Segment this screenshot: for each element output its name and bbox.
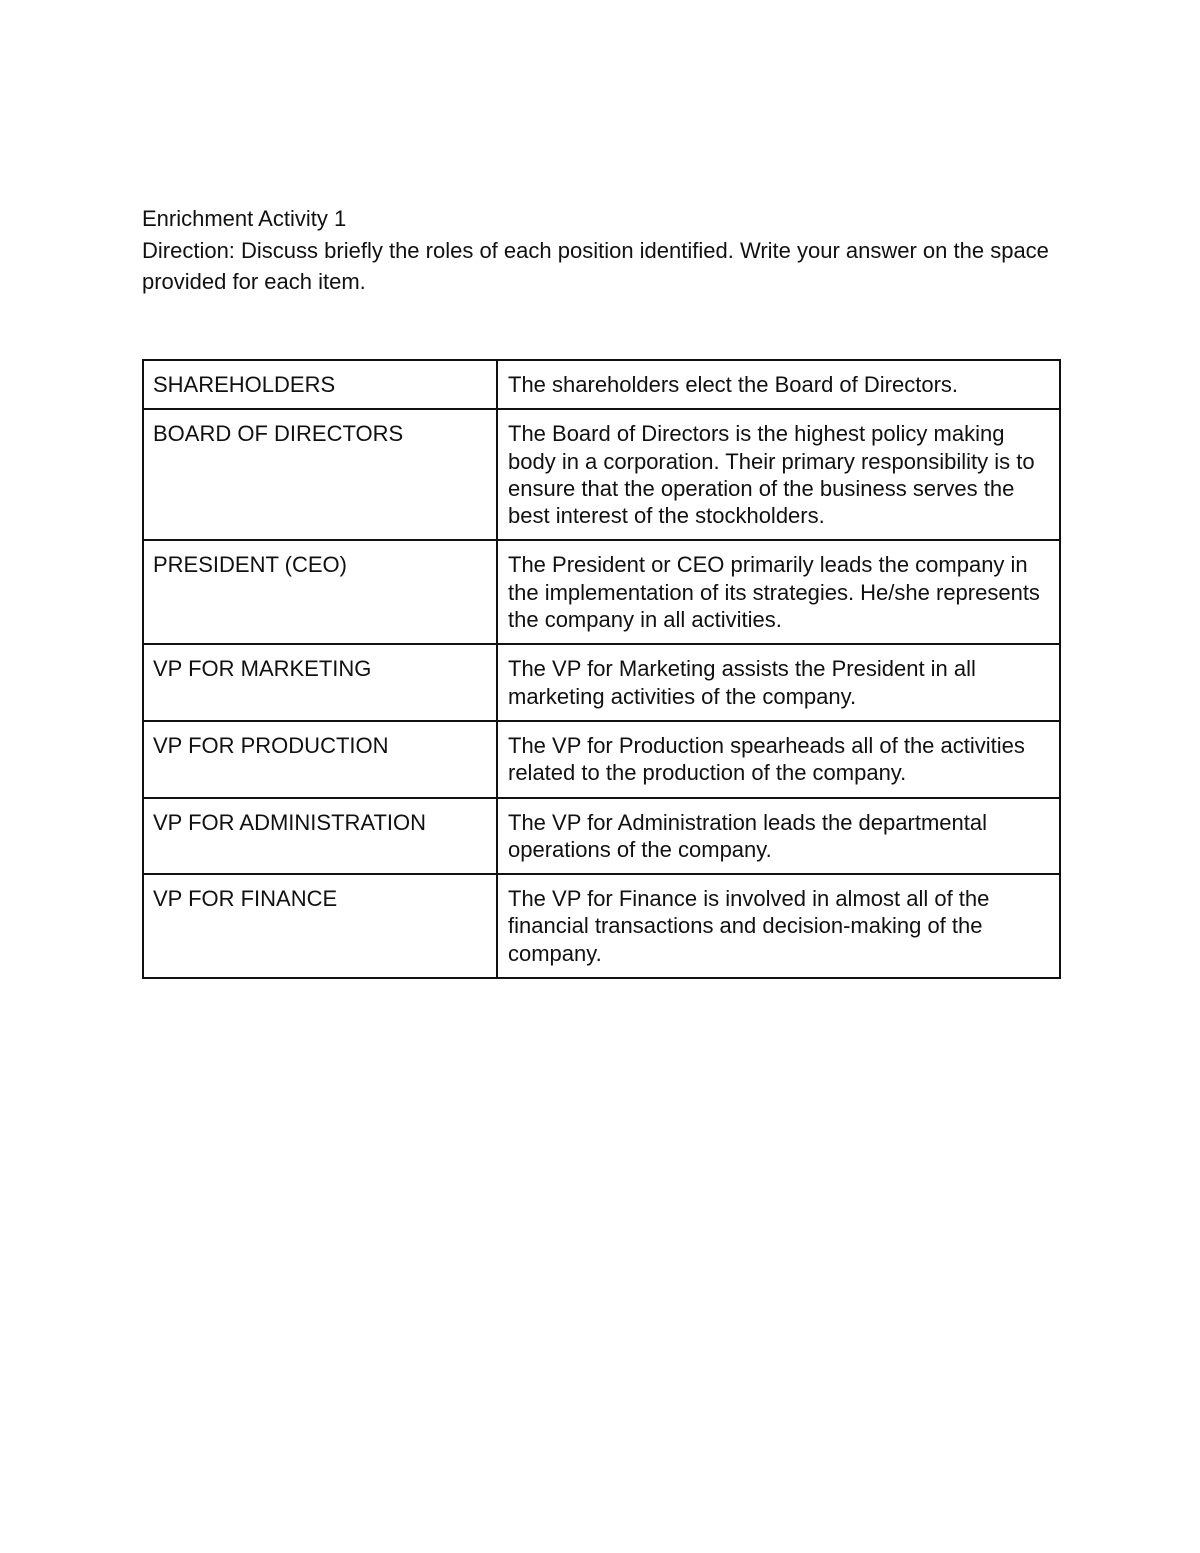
table-row	[143, 874, 1060, 978]
role-cell: The VP for Finance is involved in almost all of the financial transactions and decision-making of the company.	[497, 874, 1060, 978]
position-cell: VP FOR ADMINISTRATION	[143, 798, 497, 875]
position-cell: VP FOR FINANCE	[143, 874, 497, 978]
activity-title: Enrichment Activity 1	[142, 206, 347, 231]
table-row	[143, 360, 1060, 409]
table-row	[143, 644, 1060, 721]
direction-text: Direction: Discuss briefly the roles of each position identified. Write your answer on the space provided for each item.	[142, 237, 1049, 294]
role-cell: The President or CEO primarily leads the company in the implementation of its strategies. He/she represents the company in all activities.	[497, 540, 1060, 644]
roles-table	[142, 359, 1061, 979]
position-cell: BOARD OF DIRECTORS	[143, 409, 497, 540]
role-cell: The shareholders elect the Board of Directors.	[497, 360, 1060, 409]
position-cell: PRESIDENT (CEO)	[143, 540, 497, 644]
role-cell: The Board of Directors is the highest policy making body in a corporation. Their primary responsibility is to ensure that the operation of the business serves the best interest of the stockholders.	[497, 409, 1060, 540]
table-row	[143, 409, 1060, 540]
table-row	[143, 540, 1060, 644]
intro-block	[142, 203, 1072, 298]
position-cell: SHAREHOLDERS	[143, 360, 497, 409]
table-row	[143, 721, 1060, 798]
position-cell: VP FOR MARKETING	[143, 644, 497, 721]
role-cell: The VP for Marketing assists the President in all marketing activities of the company.	[497, 644, 1060, 721]
position-cell: VP FOR PRODUCTION	[143, 721, 497, 798]
table-row	[143, 798, 1060, 875]
role-cell: The VP for Administration leads the departmental operations of the company.	[497, 798, 1060, 875]
role-cell: The VP for Production spearheads all of the activities related to the production of the company.	[497, 721, 1060, 798]
